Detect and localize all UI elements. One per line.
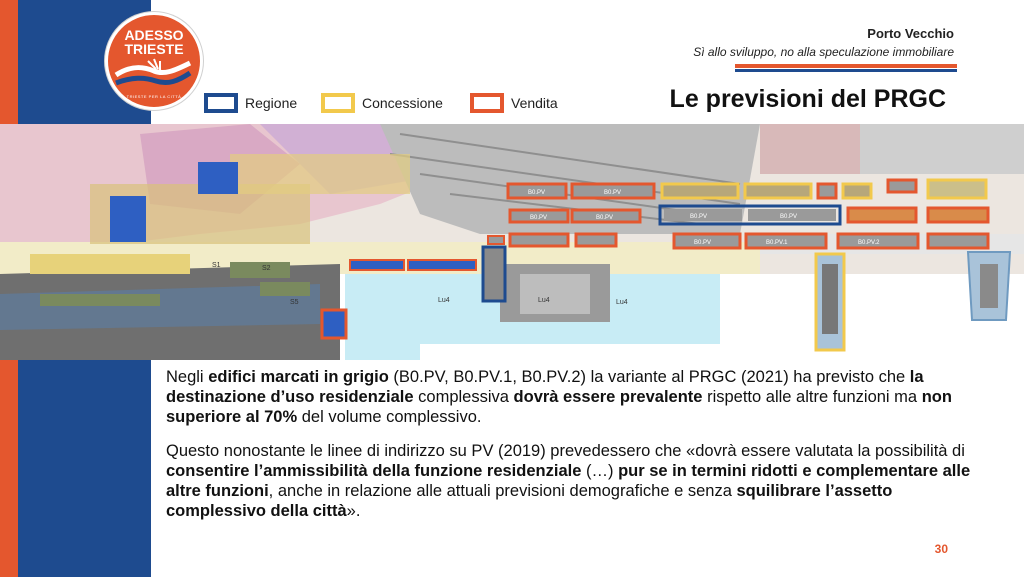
logo-hands-icon — [114, 57, 194, 91]
building-vendita-small — [818, 184, 836, 198]
map-label-lu1: Lu4 — [438, 297, 450, 304]
building-concessione-1 — [662, 184, 738, 198]
building-vendita-top — [888, 180, 916, 192]
building-vendita-tiny — [488, 236, 504, 244]
header-rule-blue — [735, 69, 957, 72]
building-concessione-4 — [928, 180, 986, 198]
paragraph-1: Negli edifici marcati in grigio (B0.PV, B0.PV.1, B0.PV.2) la variante al PRGC (2021) ha previsto che la destinazione d’uso residenziale complessiva dovrà essere prevalente rispetto alle altre funzioni ma non superiore al 70% del volume complessivo. — [166, 368, 952, 426]
building-b0pv-6 — [576, 234, 616, 246]
header-rule-orange — [735, 64, 957, 68]
building-regione-hydrodynamic — [483, 247, 505, 301]
slide-title: Le previsioni del PRGC — [669, 85, 946, 113]
svg-text:B0.PV: B0.PV — [530, 215, 548, 221]
map-pier-right-building — [980, 264, 998, 308]
map-hatched-area-1 — [30, 254, 190, 274]
map-green-block-1 — [230, 262, 290, 278]
paragraph-2: Questo nonostante le linee di indirizzo su PV (2019) prevedessero che «dovrà essere valutata la possibilità di consentire l’ammissibilità della funzione residenziale (…) pur se in termini ridotti e complementare alle altre funzioni, anche in relazione alle attuali previsioni demografiche e senza squilibrare l’assetto complessivo della città». — [166, 442, 971, 520]
map-label-s1: S1 — [212, 262, 221, 269]
building-vendita-blue — [322, 310, 346, 338]
map-green-block-3 — [40, 294, 160, 306]
map-label-lu3: Lu4 — [616, 299, 628, 306]
legend-item-vendita: Vendita — [470, 92, 558, 114]
prgc-map — [0, 124, 1024, 360]
building-vendita-orange-1 — [848, 208, 916, 222]
map-green-block-2 — [260, 282, 310, 296]
legend-swatch-concessione — [321, 93, 355, 113]
legend-item-regione: Regione — [204, 92, 297, 114]
page-number: 30 — [934, 542, 948, 556]
svg-text:B0.PV.1: B0.PV.1 — [766, 240, 788, 246]
legend-item-concessione: Concessione — [321, 92, 443, 114]
map-blue-block-1 — [198, 162, 238, 194]
header-title: Porto Vecchio — [867, 26, 954, 41]
legend-swatch-vendita — [470, 93, 504, 113]
map-label-s5: S5 — [290, 299, 299, 306]
svg-text:B0.PV: B0.PV — [694, 240, 712, 246]
adesso-trieste-logo: ADESSO TRIESTE TRIESTE PER LA CITTÀ — [105, 12, 203, 110]
svg-text:B0.PV: B0.PV — [596, 215, 614, 221]
building-vendita-strip-2 — [408, 260, 476, 270]
building-vendita-strip-1 — [350, 260, 404, 270]
building-vendita-orange-2 — [928, 208, 988, 222]
building-b0pv-5 — [510, 234, 568, 246]
svg-text:B0.PV: B0.PV — [604, 190, 622, 196]
map-city-right-grey — [860, 124, 1024, 174]
map-grey-basin-inner — [520, 274, 590, 314]
legend-swatch-regione — [204, 93, 238, 113]
map-building-row-bottom — [488, 234, 988, 248]
building-concessione-2 — [745, 184, 811, 198]
map-hatched-area-3 — [230, 154, 410, 194]
map-label-s2: S2 — [262, 265, 271, 272]
svg-text:B0.PV: B0.PV — [528, 190, 546, 196]
map-building-row-middle — [510, 208, 988, 222]
header-subtitle: Sì allo sviluppo, no alla speculazione immobiliare — [693, 45, 954, 59]
svg-text:B0.PV: B0.PV — [780, 214, 798, 220]
map-blue-block-2 — [110, 196, 146, 242]
svg-text:B0.PV: B0.PV — [690, 214, 708, 220]
map-pier-building — [822, 264, 838, 334]
building-vendita-end — [928, 234, 988, 248]
body-text — [166, 367, 986, 535]
building-concessione-3 — [843, 184, 871, 198]
logo-text: ADESSO TRIESTE — [124, 27, 184, 57]
svg-text:B0.PV.2: B0.PV.2 — [858, 240, 880, 246]
map-label-lu2: Lu4 — [538, 297, 550, 304]
